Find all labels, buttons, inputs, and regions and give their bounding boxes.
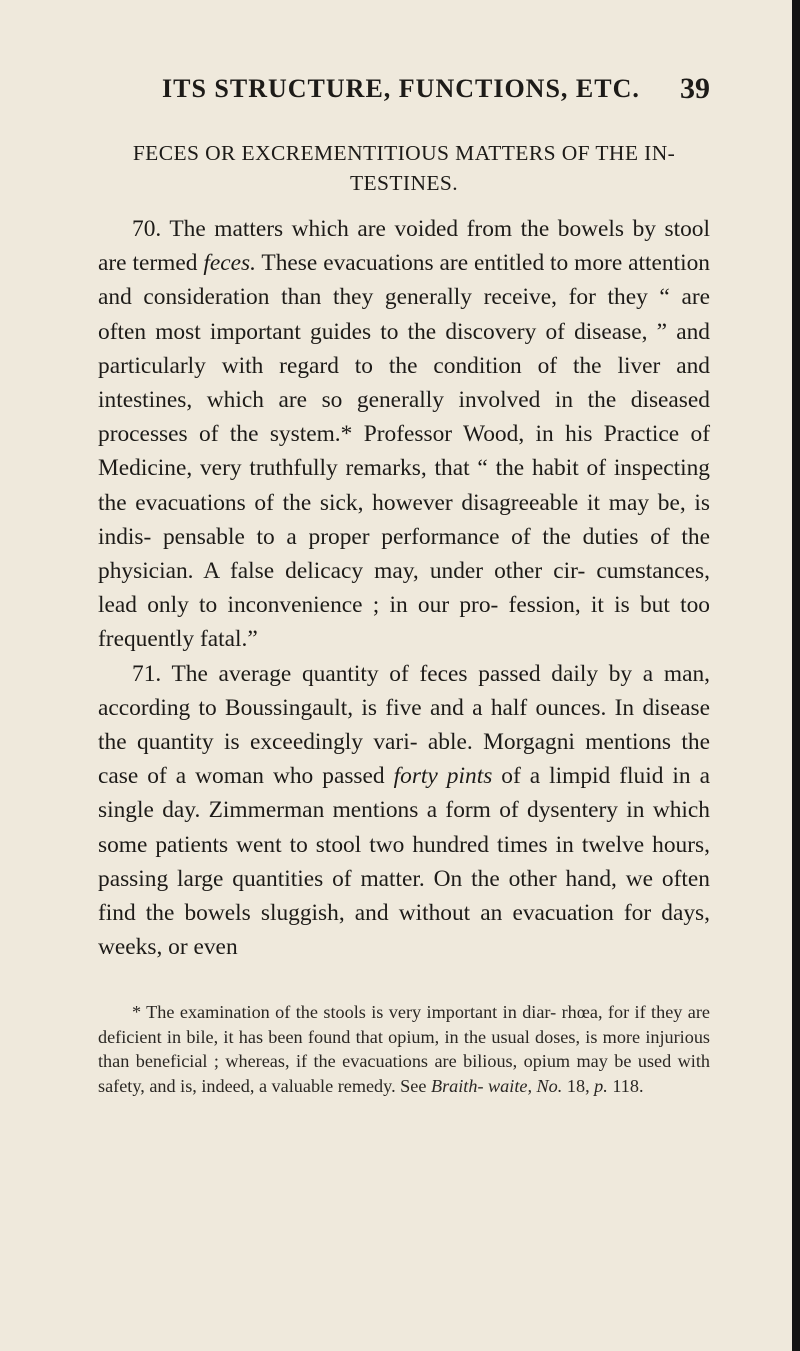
paragraph-71-italic-forty-pints: forty pints <box>393 763 493 790</box>
section-heading: FECES OR EXCREMENTITIOUS MATTERS OF THE IN- TESTINES. <box>132 141 676 195</box>
footnote <box>98 1000 710 1098</box>
running-head: ITS STRUCTURE, FUNCTIONS, ETC. <box>162 74 640 103</box>
footnote-text <box>98 1000 710 1098</box>
footnote-text-2: 18, <box>562 1075 595 1096</box>
footnote-text-3: 118. <box>607 1075 644 1096</box>
footnote-italic-braithwaite: Braith- waite, No. <box>430 1075 563 1096</box>
paragraph-70 <box>98 212 710 657</box>
body-text <box>98 212 710 964</box>
footnote-italic-p: p. <box>594 1075 608 1096</box>
paragraph-71 <box>98 657 710 965</box>
paragraph-71-text-1: 71. The average quantity of feces passed daily by a man, according to Boussingault, is five and a half ounces. In disease the quantity is exceedingly vari- able. Morgagni mentions the case of a woman who passed <box>98 660 710 790</box>
paragraph-70-text-1: 70. The matters which are voided from the bowels by stool are termed <box>98 216 710 277</box>
page-number: 39 <box>680 72 710 105</box>
page-header <box>98 74 710 114</box>
paragraph-70-italic-feces: feces. <box>203 250 256 277</box>
paragraph-70-text-2: These evacuations are entitled to more attention and consideration than they generally receive, for they “ are often most important guides to the discovery of disease, ” and particularly with regard to the condition of the liver and intestines, which are so generally involved in the diseased processes of the system.* Professor Wood, in his Practice of Medicine, very truthfully remarks, that “ the habit of inspecting the evacuations of the sick, however disagreeable it may be, is indis- pensable to a proper performance of the duties of the physician. A false delicacy may, under other cir- cumstances, lead only to inconvenience ; in our pro- fession, it is but too frequently fatal.” <box>98 250 710 653</box>
footnote-text-1: * The examination of the stools is very important in diar- rhœa, for if they are deficient in bile, it has been found that opium, in the usual doses, is more injurious than beneficial ; whereas, if the evacuations are bilious, opium may be used with safety, and is, indeed, a valuable remedy. See <box>98 1002 710 1096</box>
page-edge-shadow <box>792 0 800 1351</box>
paragraph-71-text-2: of a limpid fluid in a single day. Zimmerman mentions a form of dysentery in which some patients went to stool two hundred times in twelve hours, passing large quantities of matter. On the other hand, we often find the bowels sluggish, and without an evacuation for days, weeks, or even <box>98 763 710 961</box>
